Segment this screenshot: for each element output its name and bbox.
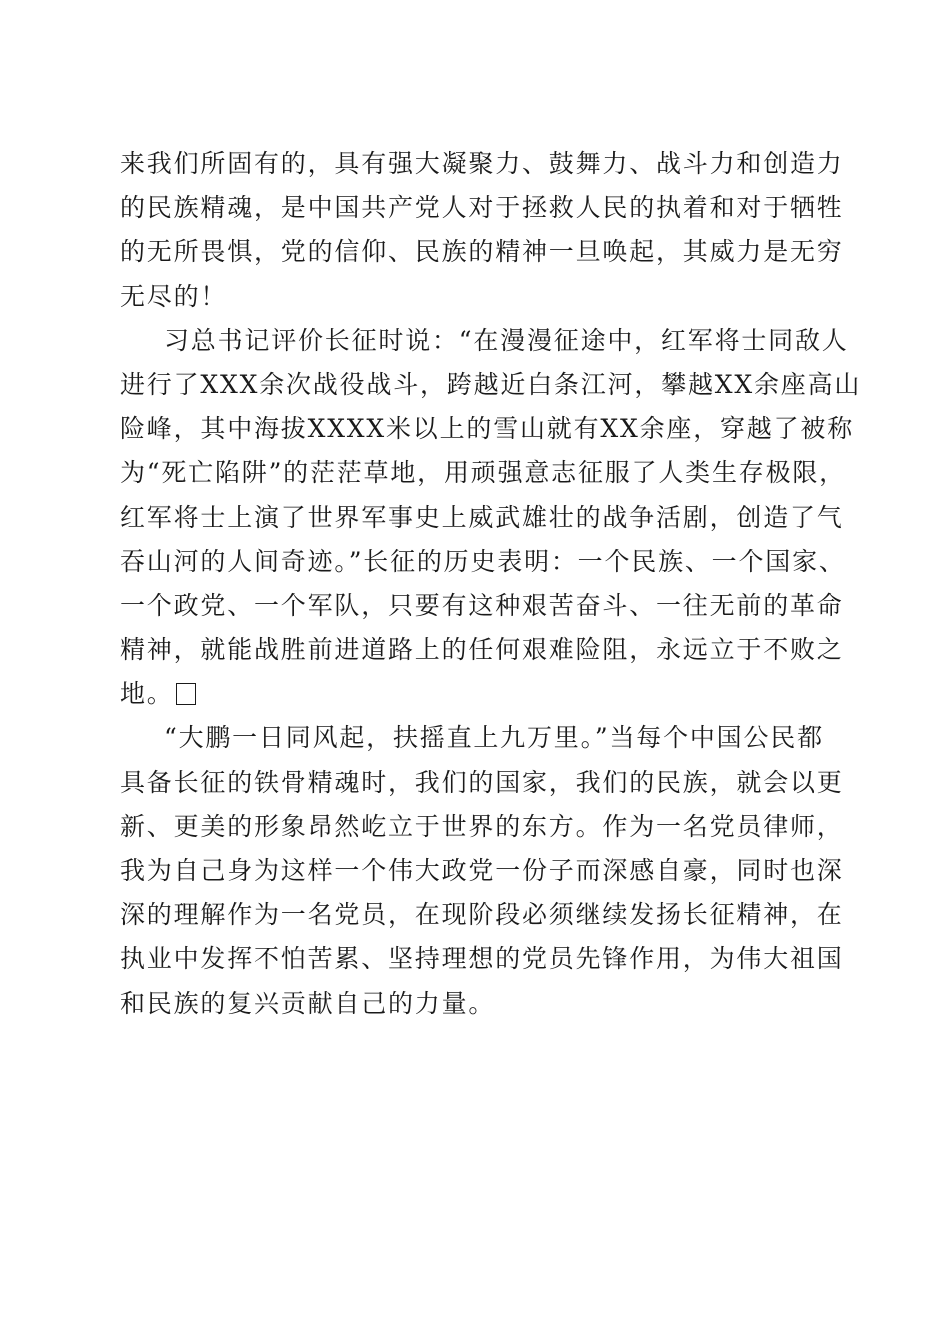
paragraph-1-line-3: 的无所畏惧，党的信仰、民族的精神一旦唤起，其威力是无穷 (120, 237, 844, 267)
paragraph-3-line-2: 具备长征的铁骨精魂时，我们的国家，我们的民族，就会以更 (120, 767, 844, 797)
document-body (120, 142, 862, 1026)
paragraph-2-line-2: 进行了XXX余次战役战斗，跨越近白条江河，攀越XX余座高山 (120, 369, 862, 399)
placeholder-box-icon (176, 683, 196, 705)
paragraph-2-line-3: 险峰，其中海拔XXXX米以上的雪山就有XX余座，穿越了被称 (120, 414, 854, 444)
paragraph-1-line-2: 的民族精魂，是中国共产党人对于拯救人民的执着和对于牺牲 (120, 193, 844, 223)
paragraph-3-line-3: 新、更美的形象昂然屹立于世界的东方。作为一名党员律师， (120, 811, 844, 841)
paragraph-2-line-1: 习总书记评价长征时说：“在漫漫征途中，红军将士同敌人 (164, 325, 849, 355)
paragraph-3-line-5: 深的理解作为一名党员，在现阶段必须继续发扬长征精神，在 (120, 900, 844, 930)
paragraph-2-line-8: 精神，就能战胜前进道路上的任何艰难险阻，永远立于不败之 (120, 635, 844, 665)
paragraph-3-line-6: 执业中发挥不怕苦累、坚持理想的党员先锋作用，为伟大祖国 (120, 944, 844, 974)
paragraph-3-line-4: 我为自己身为这样一个伟大政党一份子而深感自豪，同时也深 (120, 856, 844, 885)
paragraph-2-line-4: 为“死亡陷阱”的茫茫草地，用顽强意志征服了人类生存极限， (120, 458, 846, 488)
paragraph-2-line-7: 一个政党、一个军队，只要有这种艰苦奋斗、一往无前的革命 (120, 590, 844, 620)
paragraph-3-line-7: 和民族的复兴贡献自己的力量。 (120, 988, 496, 1018)
paragraph-2-line-5: 红军将士上演了世界军事史上威武雄壮的战争活剧，创造了气 (120, 502, 844, 532)
paragraph-2-line-9-wrapper (120, 672, 840, 716)
paragraph-2-line-9: 地。 (120, 679, 174, 709)
paragraph-3-line-1: “大鹏一日同风起，扶摇直上九万里。”当每个中国公民都 (164, 723, 824, 753)
paragraph-1-line-1: 来我们所固有的，具有强大凝聚力、鼓舞力、战斗力和创造力 (120, 149, 844, 178)
paragraph-1-line-4: 无尽的！ (120, 281, 228, 311)
paragraph-2-line-6: 吞山河的人间奇迹。”长征的历史表明：一个民族、一个国家、 (120, 546, 846, 576)
